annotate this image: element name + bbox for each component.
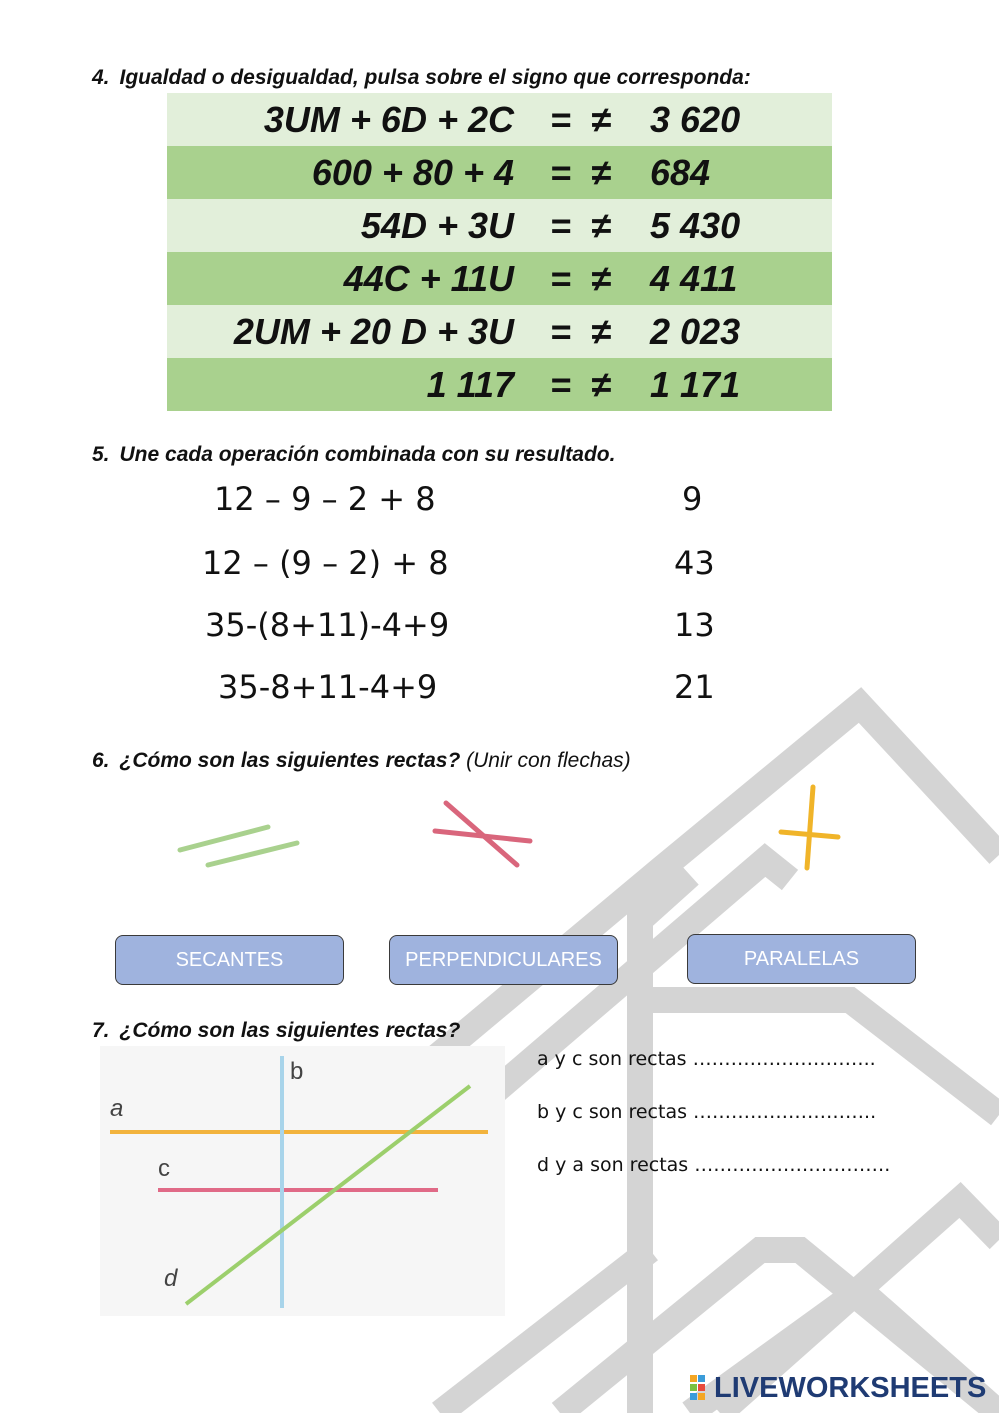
not-equal-sign-option[interactable]: ≠: [591, 99, 611, 140]
expression: 1 117: [426, 364, 514, 405]
table-row: [167, 305, 832, 358]
perpendicular-lines-figure[interactable]: [781, 787, 838, 868]
statement-3: d y a son rectas ………………………….: [537, 1154, 891, 1176]
table-row: [167, 199, 832, 252]
operation-3[interactable]: 35-(8+11)-4+9: [205, 606, 450, 644]
perpendiculares-button[interactable]: PERPENDICULARES: [389, 935, 618, 985]
value: 3 620: [650, 99, 741, 140]
question-6-title: 6. ¿Cómo son las siguientes rectas? (Unir con flechas): [92, 749, 631, 772]
equal-sign-option[interactable]: =: [550, 205, 572, 246]
expression: 54D + 3U: [360, 205, 514, 246]
logo-text: LIVEWORKSHEETS: [714, 1371, 987, 1404]
lines-figure-svg: [100, 1046, 505, 1316]
not-equal-sign-option[interactable]: ≠: [591, 311, 611, 352]
value: 1 171: [650, 364, 741, 405]
value: 684: [650, 152, 711, 193]
question-6-subtitle: (Unir con flechas): [466, 749, 631, 772]
parallel-lines-figure[interactable]: [180, 827, 297, 865]
equal-sign-option[interactable]: =: [550, 99, 572, 140]
label-c: c: [158, 1155, 170, 1182]
table-row: [167, 146, 832, 199]
not-equal-sign-option[interactable]: ≠: [591, 364, 611, 405]
table-row: [167, 93, 832, 146]
statement-1: a y c son rectas ………………………..: [537, 1048, 876, 1070]
perpendicular-line-2: [781, 832, 838, 837]
expression: 2UM + 20 D + 3U: [233, 311, 514, 352]
value: 5 430: [650, 205, 741, 246]
liveworksheets-logo: [690, 1372, 986, 1404]
equal-sign-option[interactable]: =: [550, 311, 572, 352]
not-equal-sign-option[interactable]: ≠: [591, 152, 611, 193]
label-d: d: [164, 1265, 178, 1292]
result-3[interactable]: 13: [674, 606, 715, 644]
perpendicular-line-1: [807, 787, 813, 868]
expression: 3UM + 6D + 2C: [263, 99, 514, 140]
label-a: a: [110, 1095, 124, 1122]
result-2[interactable]: 43: [674, 544, 715, 582]
question-5-title: 5. Une cada operación combinada con su resultado.: [92, 443, 616, 466]
parallel-line-1: [180, 827, 268, 850]
equal-sign-option[interactable]: =: [550, 152, 572, 193]
equality-table: [167, 93, 832, 411]
paralelas-button[interactable]: PARALELAS: [687, 934, 916, 984]
operation-2[interactable]: 12 – (9 – 2) + 8: [202, 544, 449, 582]
statement-2: b y c son rectas ………………………..: [537, 1101, 877, 1123]
operation-4[interactable]: 35-8+11-4+9: [218, 668, 438, 706]
secantes-button[interactable]: SECANTES: [115, 935, 344, 985]
liveworksheets-logo-icon: [690, 1375, 714, 1401]
equal-sign-option[interactable]: =: [550, 258, 572, 299]
table-row: [167, 252, 832, 305]
answer-blank[interactable]: ………………………..: [693, 1101, 877, 1123]
label-b: b: [290, 1058, 304, 1085]
answer-blank[interactable]: ………………………….: [694, 1154, 891, 1176]
lines-figure: [100, 1046, 505, 1316]
line-pairs-figure: [0, 770, 999, 910]
result-1[interactable]: 9: [682, 480, 703, 518]
answer-blank[interactable]: ………………………..: [692, 1048, 876, 1070]
question-4-title: 4. Igualdad o desigualdad, pulsa sobre el signo que corresponda:: [92, 66, 751, 89]
expression: 44C + 11U: [343, 258, 514, 299]
expression: 600 + 80 + 4: [311, 152, 514, 193]
not-equal-sign-option[interactable]: ≠: [591, 258, 611, 299]
table-row: [167, 358, 832, 411]
line-d: [186, 1086, 470, 1304]
not-equal-sign-option[interactable]: ≠: [591, 205, 611, 246]
question-7-title: 7. ¿Cómo son las siguientes rectas?: [92, 1019, 461, 1042]
value: 4 411: [650, 258, 738, 299]
result-4[interactable]: 21: [674, 668, 715, 706]
equal-sign-option[interactable]: =: [550, 364, 572, 405]
parallel-line-2: [208, 843, 297, 865]
operation-1[interactable]: 12 – 9 – 2 + 8: [214, 480, 436, 518]
secant-lines-figure[interactable]: [435, 803, 530, 865]
value: 2 023: [650, 311, 741, 352]
